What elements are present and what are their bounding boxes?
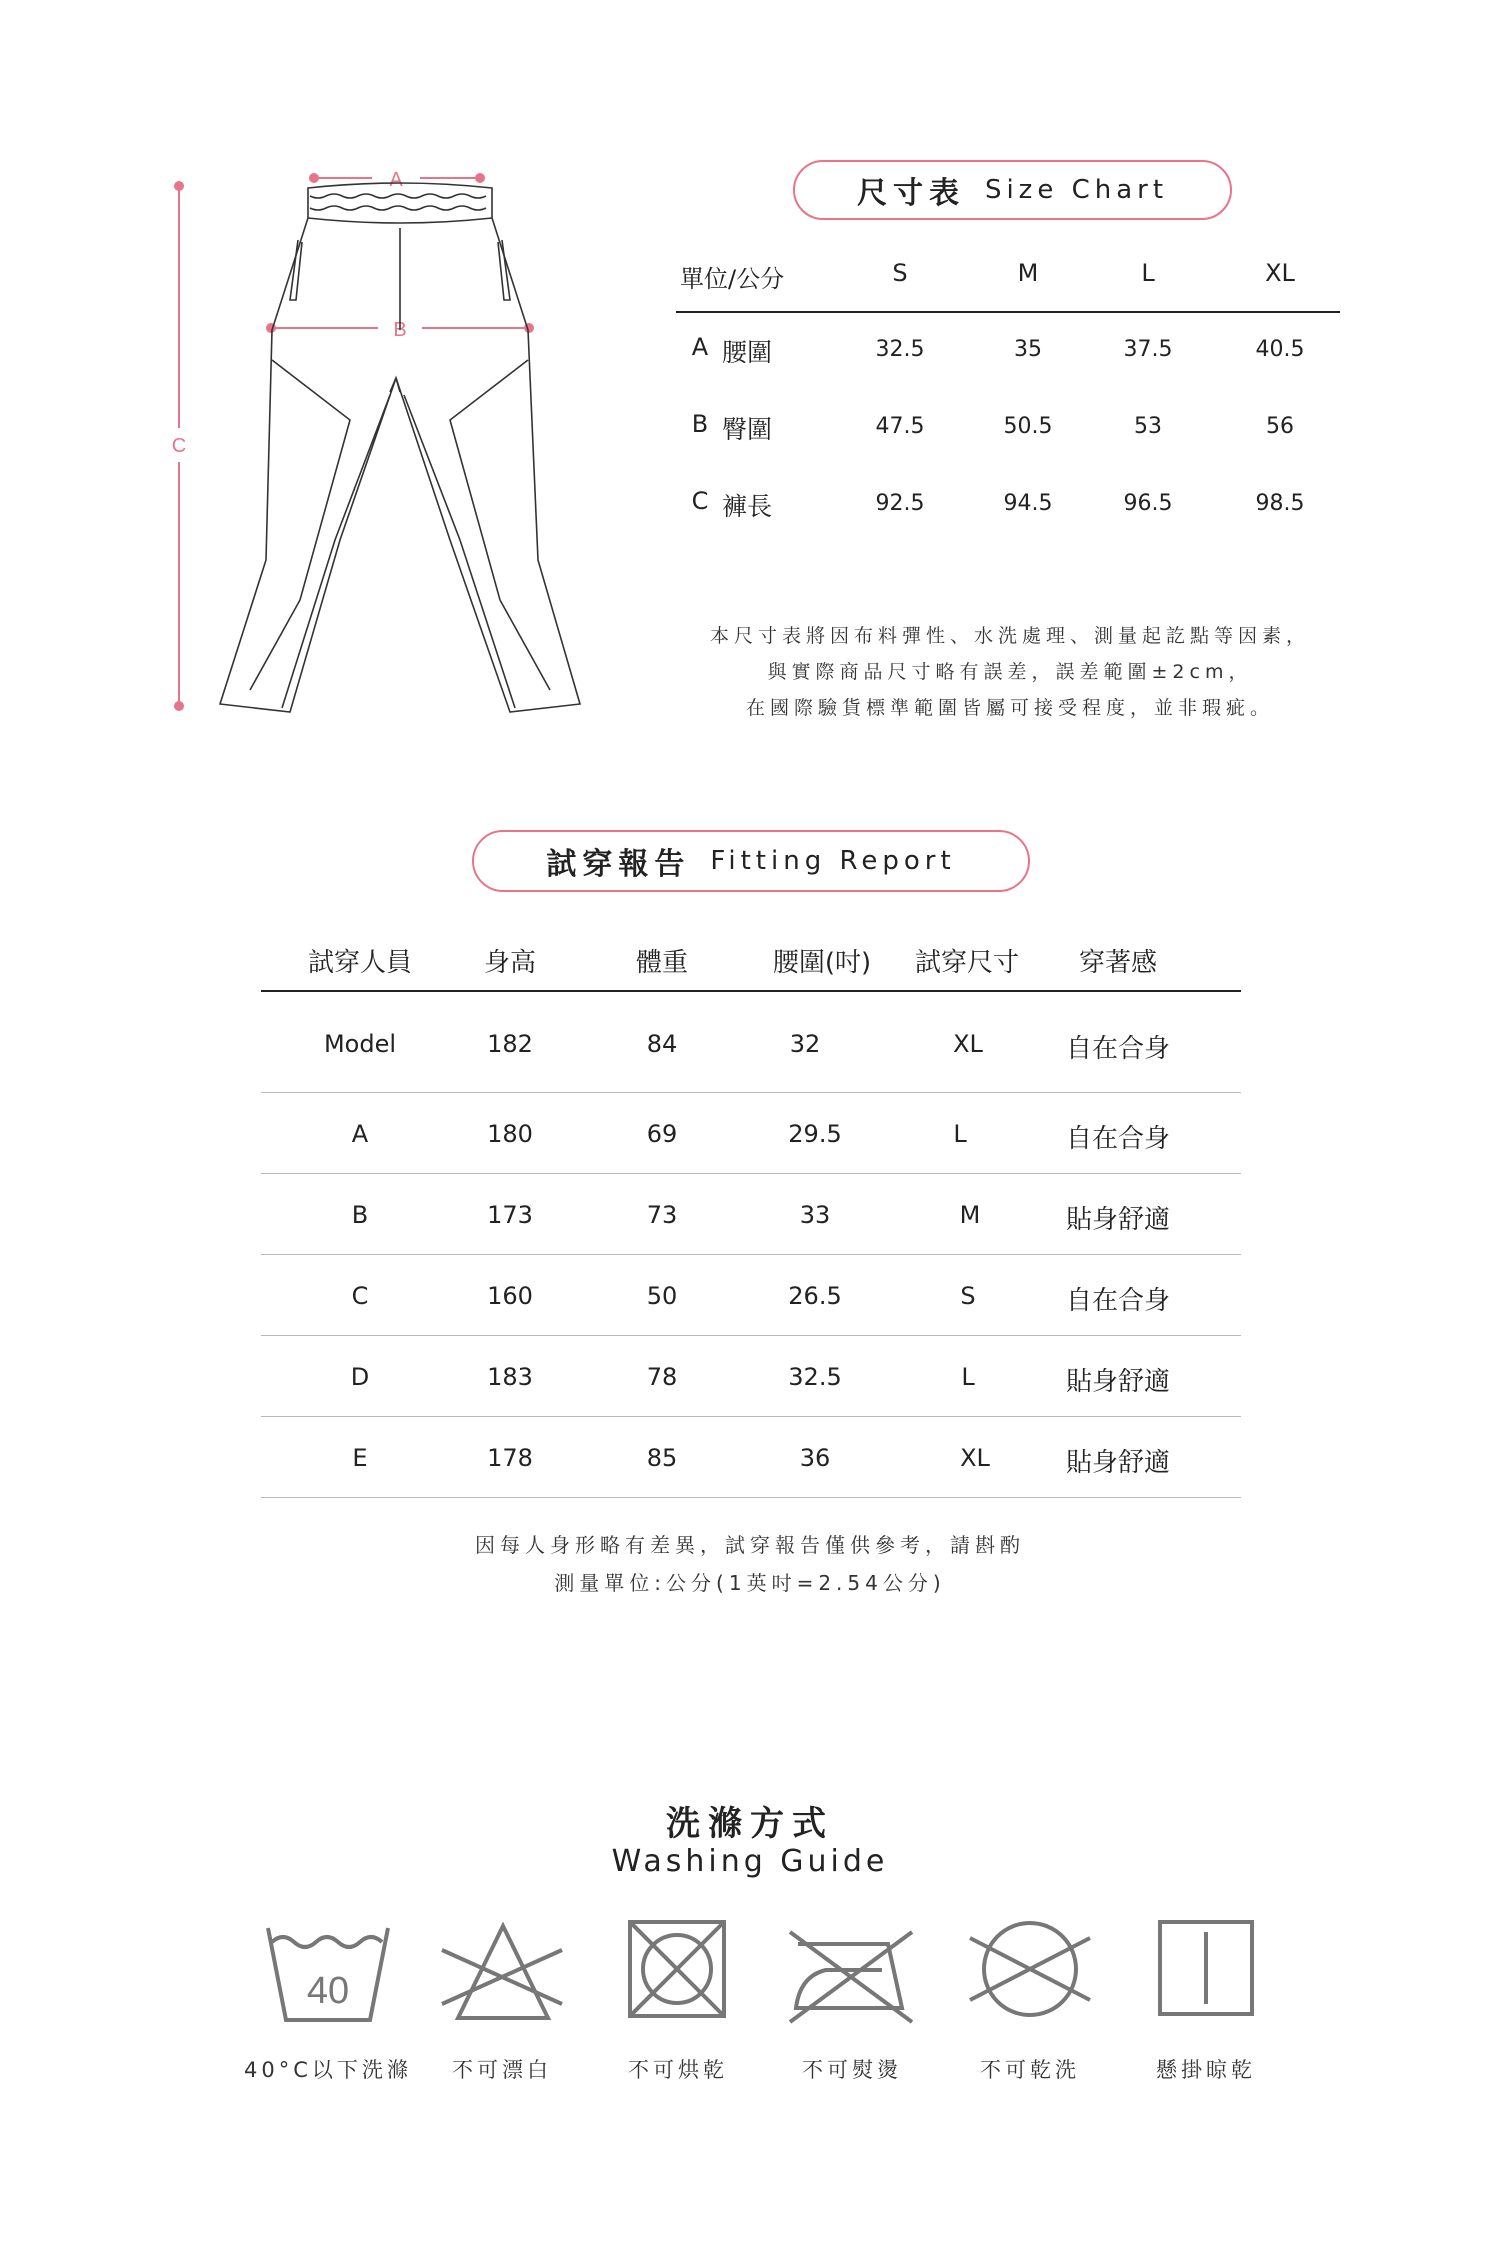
fr-row-rule (261, 1335, 1241, 1336)
fr-row-rule (261, 1497, 1241, 1498)
size-value: 32.5 (875, 337, 925, 362)
fr-cell: D (350, 1363, 370, 1391)
fr-cell: M (959, 1201, 981, 1229)
fr-header: 試穿尺寸 (914, 948, 1019, 978)
size-row-letter: C (691, 487, 709, 515)
fr-cell: 73 (646, 1201, 678, 1229)
no-iron-icon (790, 1932, 912, 2022)
fr-cell: 69 (646, 1120, 678, 1148)
fr-cell: 貼身舒適 (1065, 1367, 1170, 1397)
svg-text:40: 40 (306, 1970, 350, 2012)
fr-row-rule (261, 1416, 1241, 1417)
fr-cell: 自在合身 (1065, 1124, 1170, 1154)
fr-cell: 78 (646, 1363, 678, 1391)
no-bleach-icon (442, 1926, 562, 2018)
fr-cell: 貼身舒適 (1065, 1205, 1170, 1235)
size-row-name: 臀圍 (722, 415, 773, 444)
fr-row-rule (261, 1092, 1241, 1093)
size-value: 37.5 (1123, 337, 1173, 362)
fr-cell: XL (960, 1444, 990, 1472)
wash-label: 不可乾洗 (980, 2058, 1080, 2082)
size-row-letter: A (691, 333, 709, 361)
size-chart-title-en: Size Chart (984, 175, 1169, 205)
no-tumble-dry-icon (630, 1922, 724, 2016)
fr-cell: 32 (789, 1030, 821, 1058)
size-row-name: 褲長 (722, 492, 773, 521)
fr-cell: 33 (799, 1201, 831, 1229)
wash-label: 懸掛晾乾 (1156, 2058, 1256, 2082)
size-value: 47.5 (875, 414, 925, 439)
size-value: 50.5 (1003, 414, 1053, 439)
fitting-note-line: 測量單位:公分(1英吋=2.54公分) (554, 1571, 946, 1595)
fr-cell: 貼身舒適 (1065, 1448, 1170, 1478)
fr-cell: 183 (487, 1363, 533, 1391)
size-value: 96.5 (1123, 491, 1173, 516)
fitting-notes (380, 1526, 1120, 1602)
washing-title-zh: 洗滌方式 (666, 1804, 834, 1844)
fr-row-rule (261, 1173, 1241, 1174)
size-chart-title-zh: 尺寸表 (856, 176, 965, 211)
size-row-name: 腰圍 (722, 338, 773, 367)
no-dry-clean-icon (970, 1923, 1090, 2015)
washing-icons (250, 1910, 1270, 2040)
wash-40-icon (268, 1928, 388, 2020)
fr-cell: 178 (487, 1444, 533, 1472)
fr-cell: 84 (646, 1030, 678, 1058)
fr-cell: 182 (487, 1030, 533, 1058)
size-note-line: 本尺寸表將因布料彈性、水洗處理、測量起訖點等因素， (709, 625, 1310, 647)
fr-header: 試穿人員 (307, 948, 412, 978)
fr-cell: 180 (487, 1120, 533, 1148)
size-header-s: S (892, 259, 908, 287)
fr-header: 體重 (635, 948, 688, 978)
fr-header-rule (261, 990, 1241, 992)
fr-cell: B (351, 1201, 369, 1229)
fitting-report-title-zh: 試穿報告 (546, 847, 691, 882)
size-header-l: L (1141, 259, 1155, 287)
label-c: C (171, 435, 187, 457)
fr-header: 穿著感 (1078, 948, 1157, 978)
fr-cell: XL (953, 1030, 983, 1058)
fr-cell: 自在合身 (1065, 1034, 1170, 1064)
fr-cell: E (352, 1444, 368, 1472)
size-value: 92.5 (875, 491, 925, 516)
size-header-xl: XL (1265, 259, 1295, 287)
size-row-letter: B (691, 410, 709, 438)
fr-row-rule (261, 1254, 1241, 1255)
size-header-m: M (1017, 259, 1039, 287)
fr-header: 身高 (483, 948, 536, 978)
fr-cell: 160 (487, 1282, 533, 1310)
size-value: 35 (1014, 337, 1042, 362)
fr-cell: 173 (487, 1201, 533, 1229)
fr-cell: 26.5 (788, 1282, 842, 1310)
fr-header: 腰圍(吋) (772, 948, 872, 978)
size-value: 94.5 (1003, 491, 1053, 516)
fr-cell: 自在合身 (1065, 1286, 1170, 1316)
size-value: 56 (1266, 414, 1294, 439)
fr-cell: 29.5 (788, 1120, 842, 1148)
fr-cell: L (953, 1120, 967, 1148)
fr-cell: A (351, 1120, 369, 1148)
label-a: A (389, 169, 403, 191)
size-value: 40.5 (1255, 337, 1305, 362)
wash-label: 40°C以下洗滌 (244, 2058, 412, 2082)
fr-cell: C (351, 1282, 369, 1310)
size-value: 98.5 (1255, 491, 1305, 516)
fr-cell: L (961, 1363, 975, 1391)
fr-cell: 85 (646, 1444, 678, 1472)
fr-cell: Model (323, 1030, 397, 1058)
wash-label: 不可烘乾 (628, 2058, 728, 2082)
size-note-line: 與實際商品尺寸略有誤差，誤差範圍±2cm， (767, 661, 1253, 683)
fr-cell: 50 (646, 1282, 678, 1310)
wash-label: 不可漂白 (452, 2058, 552, 2082)
wash-label: 不可熨燙 (802, 2058, 902, 2082)
size-note-line: 在國際驗貨標準範圍皆屬可接受程度，並非瑕疵。 (745, 697, 1274, 719)
fr-cell: S (960, 1282, 976, 1310)
fitting-report-title-en: Fitting Report (710, 846, 956, 876)
unit-header: 單位/公分 (680, 265, 785, 293)
size-value: 53 (1134, 414, 1162, 439)
label-b: B (393, 319, 407, 341)
fr-cell: 32.5 (788, 1363, 842, 1391)
washing-title-en: Washing Guide (611, 1844, 889, 1879)
fr-cell: 36 (799, 1444, 831, 1472)
hang-dry-icon (1160, 1922, 1252, 2014)
fitting-note-line: 因每人身形略有差異，試穿報告僅供參考，請斟酌 (475, 1533, 1025, 1557)
